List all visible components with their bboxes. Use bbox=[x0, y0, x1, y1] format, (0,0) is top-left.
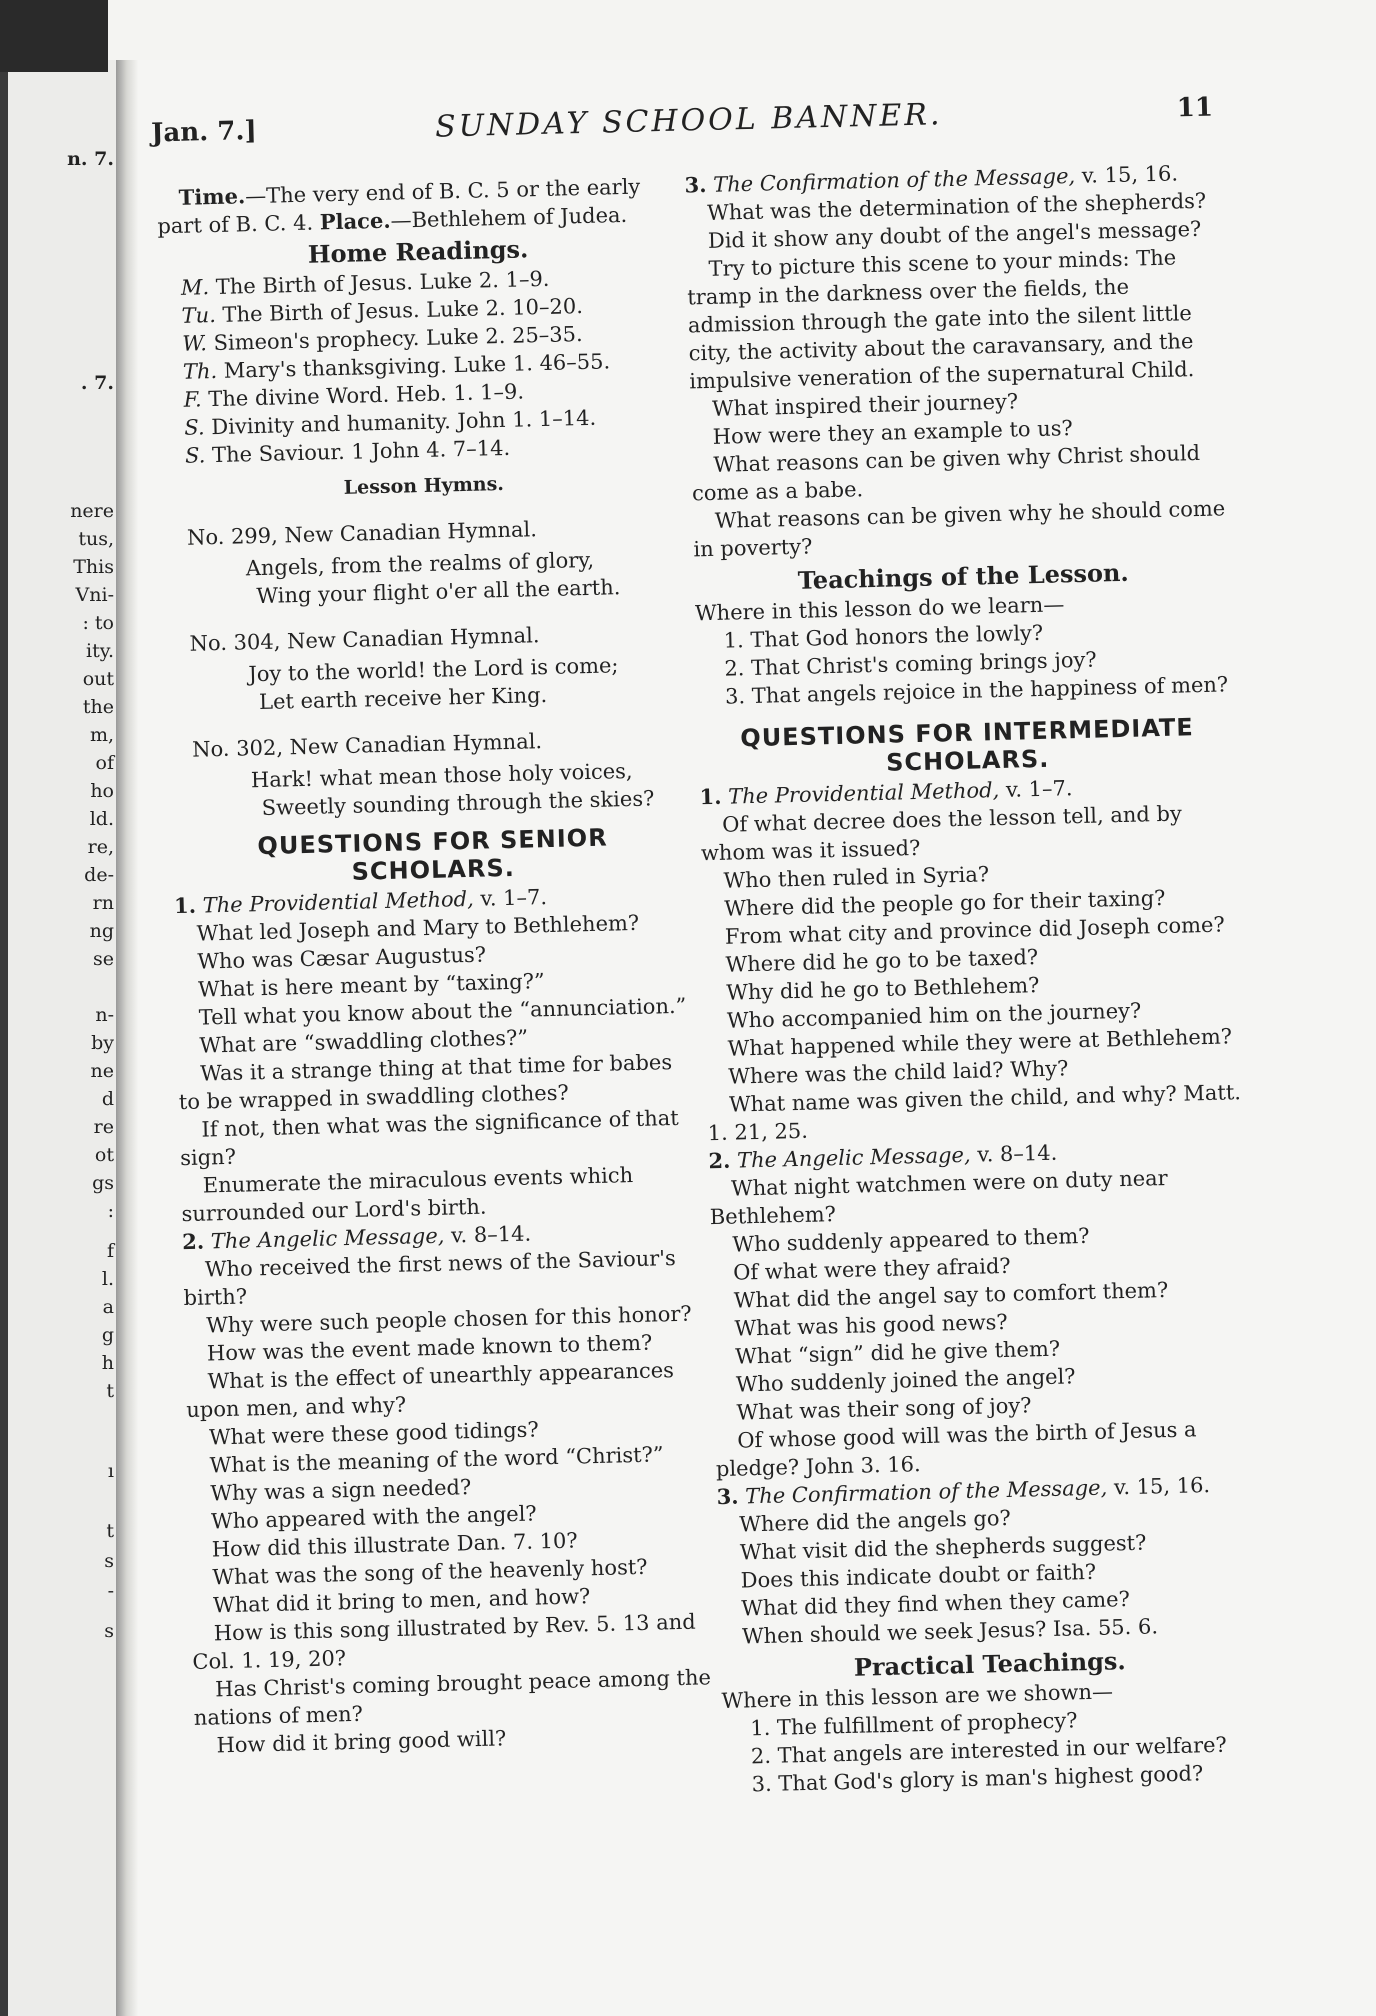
previous-page-fragment: n. 7. bbox=[67, 148, 114, 170]
section-number: 3. bbox=[684, 171, 707, 198]
question: What visit did the shepherds suggest? bbox=[739, 1530, 1147, 1565]
hymn-line: Hark! what mean those holy voices, bbox=[250, 758, 633, 793]
section-ref: v. 8–14. bbox=[976, 1140, 1058, 1167]
previous-page-fragment: ho bbox=[90, 780, 114, 802]
question: Why were such people chosen for this honor? bbox=[206, 1301, 692, 1338]
question: What “sign” did he give them? bbox=[734, 1336, 1061, 1369]
previous-page-fragment: se bbox=[93, 948, 114, 970]
question: What was the song of the heavenly host? bbox=[212, 1554, 648, 1590]
reading-day: S. bbox=[184, 443, 206, 468]
teachings-list bbox=[695, 614, 1235, 711]
previous-page-fragment: : bbox=[107, 1200, 114, 1222]
practical-teachings-heading: Practical Teachings. bbox=[853, 1646, 1127, 1682]
question: What reasons can be given why Christ should come as a babe. bbox=[691, 440, 1201, 506]
practical-item: 3. That God's glory is man's highest good? bbox=[751, 1761, 1204, 1797]
question: What were these good tidings? bbox=[208, 1417, 539, 1450]
reading-day: M. bbox=[180, 275, 210, 300]
scan-border bbox=[0, 0, 8, 2016]
section-ref: v. 15, 16. bbox=[1081, 161, 1179, 188]
previous-page-fragment: m, bbox=[89, 724, 114, 746]
previous-page-fragment: tus, bbox=[78, 528, 114, 550]
question: What led Joseph and Mary to Bethlehem? bbox=[196, 910, 640, 946]
previous-page-fragment: n- bbox=[95, 1004, 114, 1026]
previous-page-fragment: re bbox=[93, 1116, 114, 1138]
hymn-number: No. 302, New Canadian Hymnal. bbox=[191, 729, 543, 762]
reading-text: The divine Word. Heb. 1. 1–9. bbox=[208, 379, 525, 412]
previous-page-edge bbox=[8, 60, 120, 2016]
previous-page-fragment: h bbox=[101, 1352, 114, 1374]
question: Did it show any doubt of the angel's message? bbox=[707, 216, 1202, 253]
time-place bbox=[156, 172, 677, 241]
previous-page-fragment: d bbox=[101, 1088, 114, 1110]
section-title: The Angelic Message, bbox=[210, 1223, 445, 1254]
hymn-verse bbox=[165, 544, 686, 613]
reading-text: The Birth of Jesus. Luke 2. 10–20. bbox=[222, 294, 584, 327]
practical-item: 1. The fulfillment of prophecy? bbox=[750, 1708, 1078, 1741]
reading-day: W. bbox=[182, 331, 208, 356]
question: What inspired their journey? bbox=[711, 389, 1019, 421]
question: Has Christ's coming brought peace among the nations of men? bbox=[193, 1665, 712, 1730]
section-title: The Providential Method, bbox=[727, 777, 1000, 809]
question: What is the meaning of the word “Christ?” bbox=[209, 1442, 664, 1478]
question: Where did the angels go? bbox=[739, 1505, 1011, 1537]
question: Try to picture this scene to your minds: The tramp in the darkness over the fields, the admission through the gate into the silent little city, the activity about the caravansary, and the impulsive veneration of the supernatural Child. bbox=[687, 245, 1195, 394]
lesson-hymns-heading: Lesson Hymns. bbox=[343, 472, 505, 499]
place-text: —Bethlehem of Judea. bbox=[390, 202, 628, 233]
teaching-item: 2. That Christ's coming brings joy? bbox=[724, 647, 1097, 681]
question: What was their song of joy? bbox=[736, 1393, 1032, 1425]
question: Of what were they afraid? bbox=[732, 1253, 1011, 1285]
hymn-verse bbox=[168, 650, 689, 719]
previous-page-fragment: . 7. bbox=[80, 372, 114, 394]
hymn-verse bbox=[171, 756, 692, 825]
previous-page-fragment: s bbox=[104, 1620, 114, 1642]
question: Who accompanied him on the journey? bbox=[726, 998, 1142, 1033]
section-title: The Providential Method, bbox=[202, 886, 475, 918]
home-readings-list bbox=[159, 262, 684, 471]
previous-page-fragment: s bbox=[104, 1550, 114, 1572]
reading-day: Th. bbox=[182, 358, 218, 384]
question: How were they an example to us? bbox=[712, 416, 1074, 449]
previous-page-fragment: ng bbox=[89, 920, 114, 942]
question: Why was a sign needed? bbox=[210, 1475, 472, 1506]
question: Tell what you know about the “annunciation.” bbox=[198, 993, 687, 1030]
section-number: 3. bbox=[716, 1483, 739, 1510]
practical-teachings-list bbox=[722, 1702, 1262, 1799]
previous-page-fragment: t bbox=[106, 1380, 114, 1402]
previous-page-fragment: g bbox=[101, 1324, 114, 1346]
previous-page-fragment: Vni- bbox=[75, 584, 114, 606]
question: Enumerate the miraculous events which surrounded our Lord's birth. bbox=[181, 1163, 634, 1227]
section-ref: v. 1–7. bbox=[480, 885, 548, 911]
home-readings-heading: Home Readings. bbox=[307, 234, 529, 269]
question: From what city and province did Joseph come? bbox=[724, 912, 1225, 949]
previous-page-fragment: gs bbox=[92, 1172, 114, 1194]
header-date: Jan. 7.] bbox=[150, 115, 258, 149]
question: What reasons can be given why he should come in poverty? bbox=[693, 496, 1226, 562]
section-ref: v. 1–7. bbox=[1005, 776, 1073, 802]
question: What are “swaddling clothes?” bbox=[199, 1025, 529, 1058]
previous-page-fragment: - bbox=[107, 1580, 114, 1602]
reading-text: The Birth of Jesus. Luke 2. 1–9. bbox=[215, 266, 550, 299]
magazine-page bbox=[138, 60, 1376, 2016]
previous-page-fragment: l. bbox=[101, 1268, 114, 1290]
question: Who appeared with the angel? bbox=[210, 1501, 537, 1534]
practical-item: 2. That angels are interested in our welfare? bbox=[750, 1732, 1228, 1769]
intermediate-questions-heading: QUESTIONS FOR INTERMEDIATE SCHOLARS. bbox=[740, 713, 1195, 777]
question: How did it bring good will? bbox=[216, 1726, 507, 1758]
question: Who suddenly joined the angel? bbox=[735, 1364, 1076, 1397]
section-number: 1. bbox=[173, 892, 197, 919]
hymn-line: Angels, from the realms of glory, bbox=[245, 547, 595, 581]
right-column bbox=[684, 158, 1262, 1799]
section-title: The Confirmation of the Message, bbox=[712, 163, 1076, 197]
previous-page-fragment: f bbox=[106, 1240, 114, 1262]
section-ref: v. 8–14. bbox=[450, 1221, 532, 1248]
question: What name was given the child, and why? Matt. 1. 21, 25. bbox=[707, 1080, 1242, 1146]
previous-page-fragment: out bbox=[82, 668, 114, 690]
hymn-line: Joy to the world! the Lord is come; bbox=[248, 653, 619, 687]
page-number: 11 bbox=[1176, 92, 1214, 124]
question: Why did he go to Bethlehem? bbox=[726, 973, 1040, 1005]
teaching-item: 3. That angels rejoice in the happiness of men? bbox=[724, 672, 1229, 709]
scan-corner bbox=[0, 0, 108, 72]
hymn-line: Let earth receive her King. bbox=[258, 683, 548, 715]
question: What did the angel say to comfort them? bbox=[733, 1278, 1169, 1313]
reading-text: Simeon's prophecy. Luke 2. 25–35. bbox=[213, 322, 583, 356]
question: What was the determination of the shepherds? bbox=[706, 188, 1207, 225]
question: Who received the first news of the Saviour's birth? bbox=[183, 1246, 677, 1311]
hymn-line: Sweetly sounding through the skies? bbox=[261, 786, 655, 821]
hymn-number: No. 304, New Canadian Hymnal. bbox=[189, 623, 540, 656]
reading-text: Divinity and humanity. John 1. 1–14. bbox=[211, 405, 597, 440]
teachings-intro: Where in this lesson do we learn— bbox=[694, 592, 1065, 626]
previous-page-fragment: a bbox=[102, 1296, 114, 1318]
section-number: 1. bbox=[699, 783, 722, 810]
running-title: SUNDAY SCHOOL BANNER. bbox=[434, 97, 943, 145]
question: What did they find when they came? bbox=[741, 1587, 1131, 1621]
previous-page-fragment: rn bbox=[92, 892, 114, 914]
question: If not, then what was the significance of that sign? bbox=[179, 1105, 679, 1171]
place-label: Place. bbox=[319, 207, 391, 235]
question: When should we seek Jesus? Isa. 55. 6. bbox=[741, 1614, 1159, 1649]
section-number: 2. bbox=[181, 1228, 205, 1255]
question: What happened while they were at Bethlehem? bbox=[727, 1024, 1233, 1061]
lesson-hymns-list bbox=[165, 512, 692, 825]
time-label: Time. bbox=[178, 183, 246, 210]
question: How did this illustrate Dan. 7. 10? bbox=[211, 1528, 578, 1562]
previous-page-fragment: : to bbox=[82, 612, 114, 634]
question: Of whose good will was the birth of Jesus a pledge? John 3. 16. bbox=[715, 1417, 1197, 1482]
previous-page-fragment: This bbox=[73, 556, 114, 578]
previous-page-fragment: ity. bbox=[86, 640, 114, 662]
hymn-line: Wing your flight o'er all the earth. bbox=[256, 575, 621, 609]
practical-intro: Where in this lesson are we shown— bbox=[721, 1679, 1114, 1714]
hymn-number: No. 299, New Canadian Hymnal. bbox=[186, 517, 538, 550]
previous-page-fragment: ne bbox=[90, 1060, 114, 1082]
reading-day: Tu. bbox=[181, 302, 217, 328]
question: What did it bring to men, and how? bbox=[212, 1584, 591, 1618]
question: How is this song illustrated by Rev. 5. 13 and Col. 1. 19, 20? bbox=[192, 1609, 696, 1674]
senior-questions-heading: QUESTIONS FOR SENIOR SCHOLARS. bbox=[257, 823, 608, 886]
question: What is here meant by “taxing?” bbox=[197, 969, 545, 1002]
previous-page-fragment: ı bbox=[107, 1460, 114, 1482]
question: Who was Cæsar Augustus? bbox=[197, 942, 487, 974]
section-title: The Angelic Message, bbox=[736, 1142, 971, 1173]
question: How was the event made known to them? bbox=[206, 1330, 653, 1366]
question: What was his good news? bbox=[734, 1309, 1008, 1341]
question: Where was the child laid? Why? bbox=[728, 1056, 1069, 1089]
reading-text: Mary's thanksgiving. Luke 1. 46–55. bbox=[223, 349, 611, 383]
question: Does this indicate doubt or faith? bbox=[740, 1559, 1097, 1593]
intermediate-questions bbox=[699, 770, 1258, 1651]
question: Where did the people go for their taxing? bbox=[723, 885, 1166, 921]
question: Of what decree does the lesson tell, and by whom was it issued? bbox=[700, 801, 1183, 866]
previous-page-fragment: t bbox=[106, 1520, 114, 1542]
senior-section-3 bbox=[684, 158, 1231, 563]
time-text: —The very end of B. C. 5 or the early part of B. C. 4. bbox=[157, 174, 641, 239]
section-title: The Confirmation of the Message, bbox=[744, 1475, 1108, 1509]
left-column bbox=[156, 172, 714, 1760]
senior-questions bbox=[174, 879, 715, 1759]
previous-page-fragment: ot bbox=[94, 1144, 114, 1166]
previous-page-fragment: ld. bbox=[89, 808, 114, 830]
reading-day: S. bbox=[184, 415, 205, 440]
previous-page-fragment: de- bbox=[84, 864, 114, 886]
previous-page-fragment: nere bbox=[70, 500, 114, 522]
question: Who then ruled in Syria? bbox=[723, 862, 990, 893]
previous-page-fragment: re, bbox=[87, 836, 114, 858]
teachings-heading: Teachings of the Lesson. bbox=[797, 557, 1130, 595]
question: Who suddenly appeared to them? bbox=[732, 1223, 1090, 1257]
question: What night watchmen were on duty near Bethlehem? bbox=[709, 1165, 1168, 1230]
question: Where did he go to be taxed? bbox=[725, 945, 1039, 977]
previous-page-fragment: the bbox=[82, 696, 114, 718]
reading-day: F. bbox=[183, 387, 202, 412]
previous-page-fragment: by bbox=[91, 1032, 114, 1054]
question: What is the effect of unearthly appearances upon men, and why? bbox=[186, 1358, 675, 1423]
teaching-item: 1. That God honors the lowly? bbox=[723, 620, 1044, 653]
section-number: 2. bbox=[708, 1147, 731, 1174]
previous-page-fragment: of bbox=[95, 752, 114, 774]
question: Was it a strange thing at that time for babes to be wrapped in swaddling clothes? bbox=[178, 1050, 673, 1115]
section-ref: v. 15, 16. bbox=[1113, 1473, 1211, 1500]
reading-text: The Saviour. 1 John 4. 7–14. bbox=[211, 435, 511, 468]
